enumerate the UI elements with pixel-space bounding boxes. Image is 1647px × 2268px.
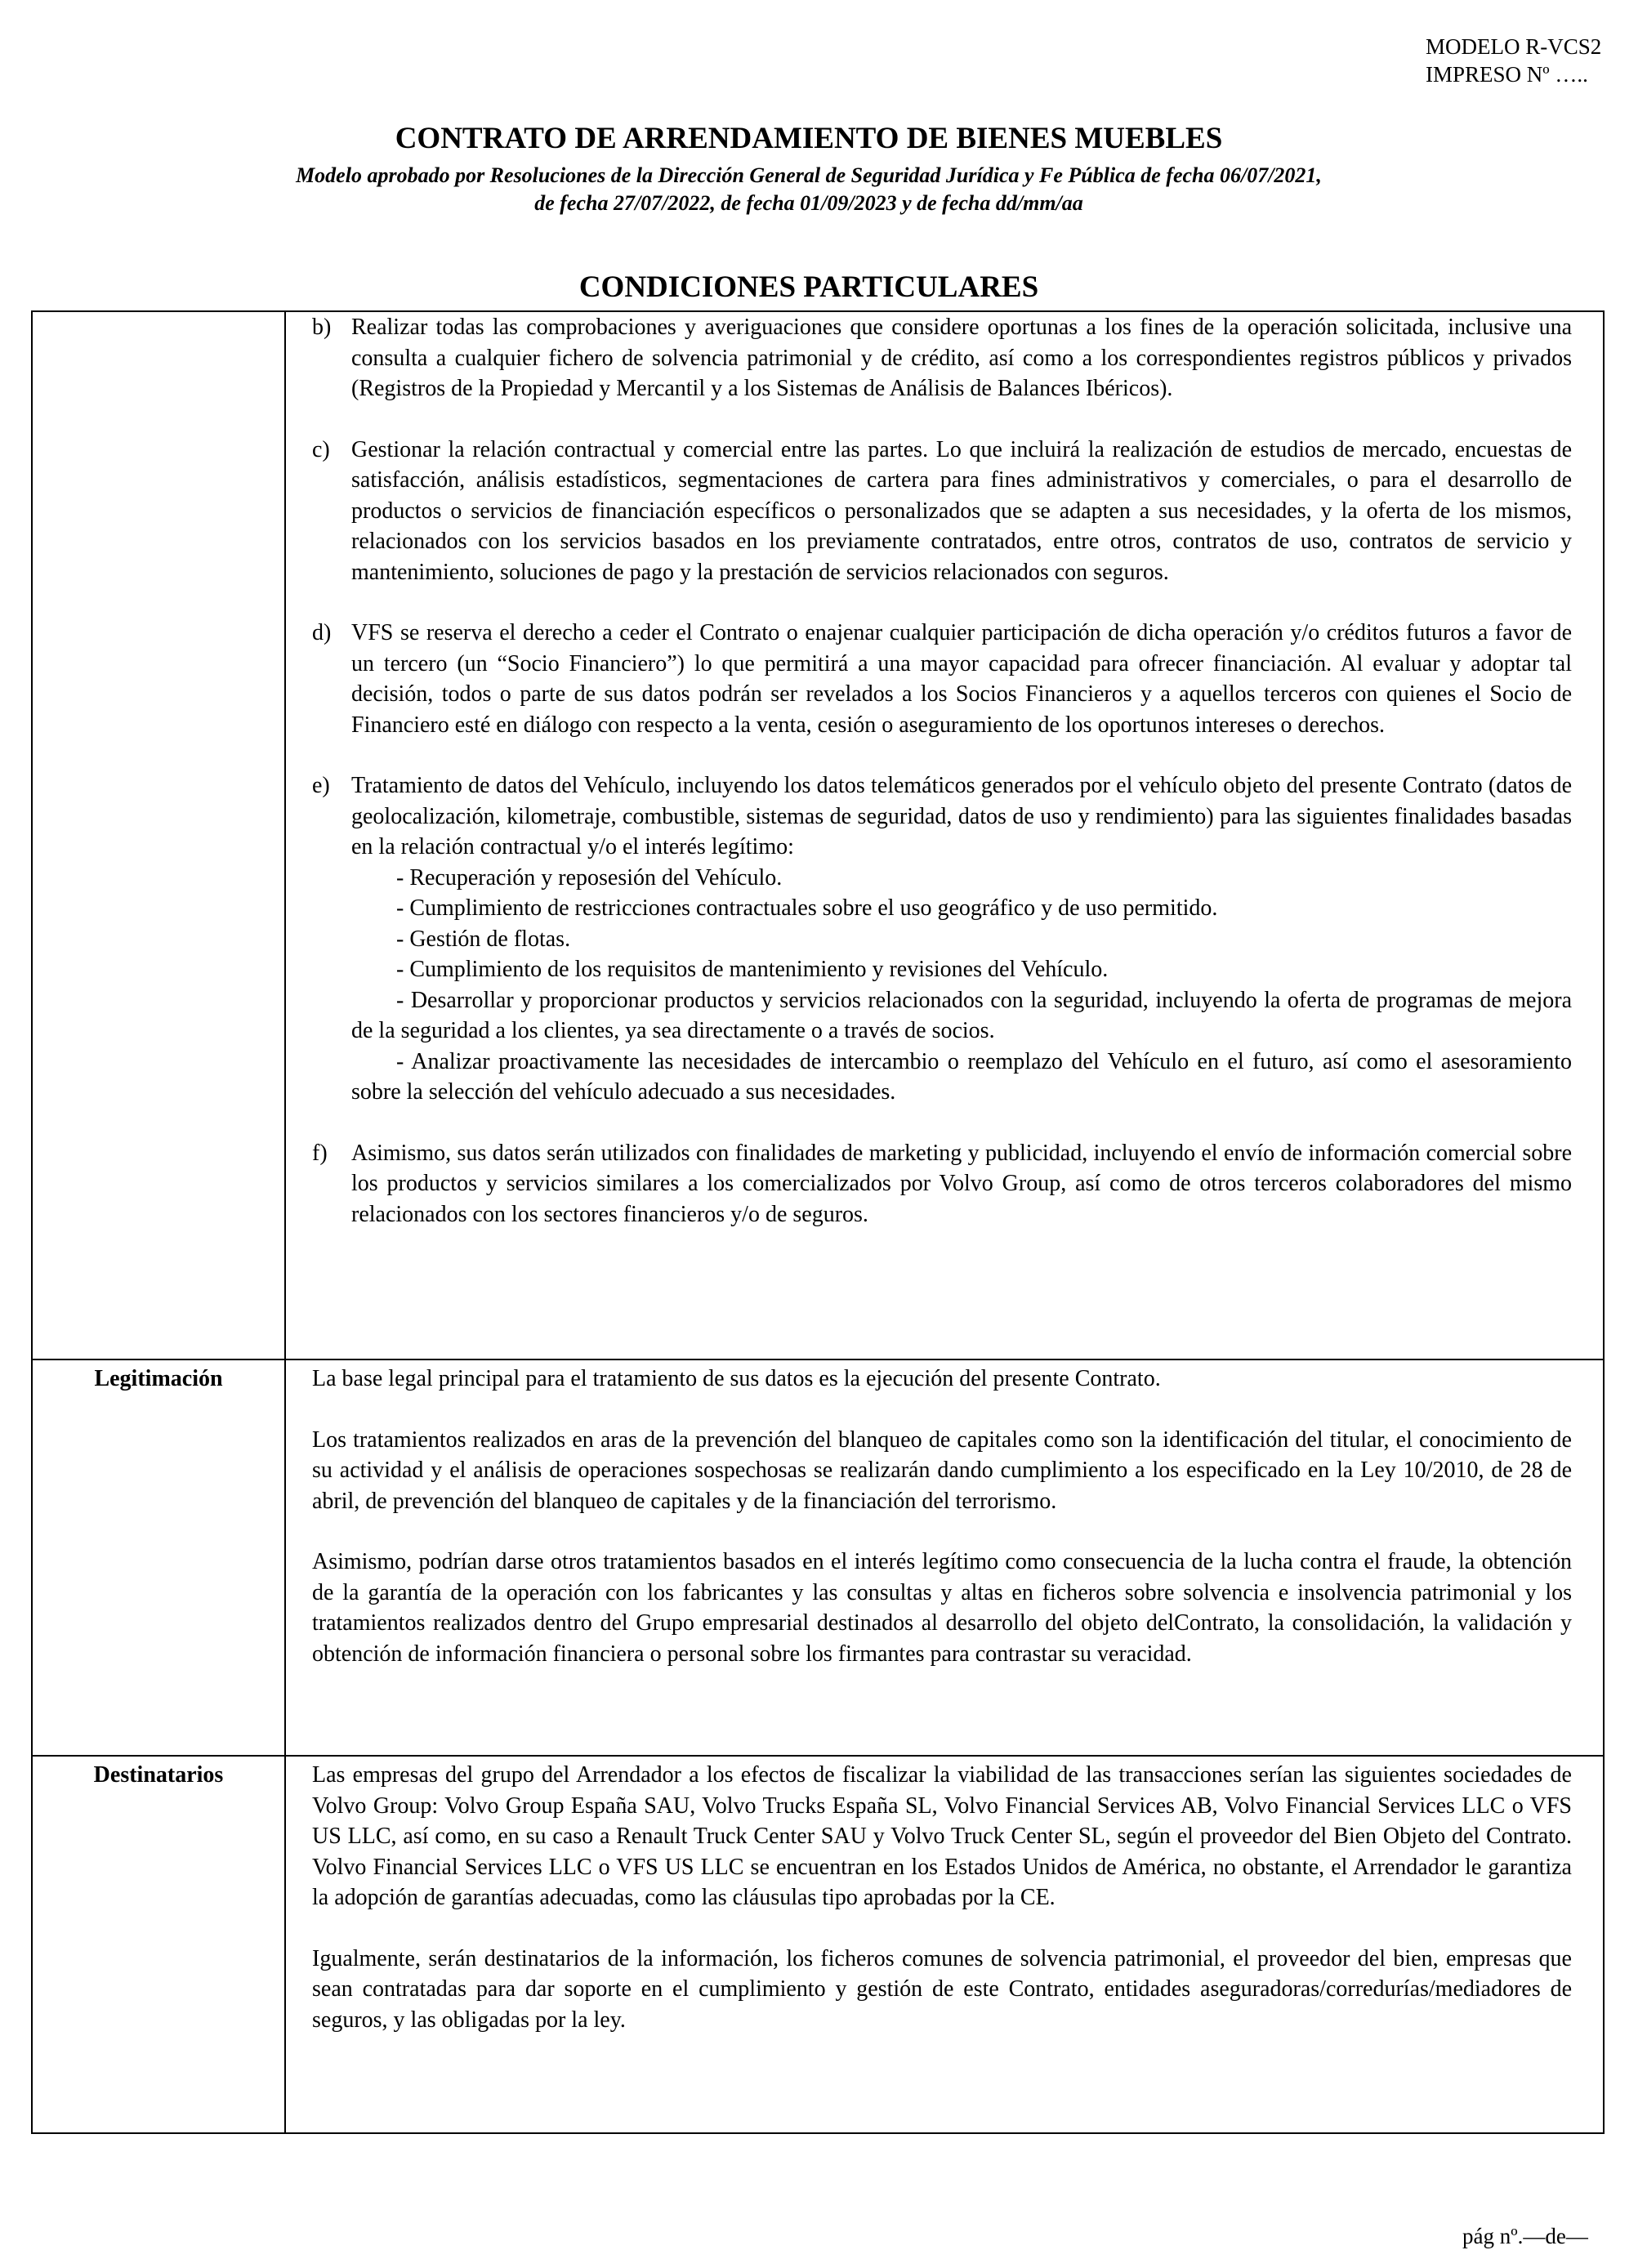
paragraph: Asimismo, podrían darse otros tratamientos basados en el interés legítimo como consecuencia de la lucha contra el fraude, la obtención de la garantía de la operación con los fabricantes y las consultas y altas en ficheros sobre solvencia e insolvencia patrimonial y los tratamientos realizados dentro del Grupo empresarial destinados al desarrollo del objeto delContrato, la consolidación, la validación y obtención de información financiera o personal sobre los firmantes para contrastar su veracidad. bbox=[312, 1549, 1572, 1667]
section-title: CONDICIONES PARTICULARES bbox=[578, 270, 1039, 304]
item-letter: b) bbox=[312, 315, 332, 340]
bullet-item: - Recuperación y reposesión del Vehículo. bbox=[396, 864, 783, 891]
row-content-finalidades bbox=[285, 311, 1604, 1359]
paragraph: Los tratamientos realizados en aras de la prevención del blanqueo de capitales como son la identificación del titular, el conocimiento de su actividad y el análisis de operaciones sospechosas se realizarán dando cumplimiento a los especificado en la Ley 10/2010, de 28 de abril, de prevención del blanqueo de capitales y de la financiación del terrorismo. bbox=[312, 1426, 1572, 1514]
list-item-e bbox=[312, 770, 1572, 1108]
bullet-list bbox=[351, 863, 1572, 1108]
item-text: Gestionar la relación contractual y comercial entre las partes. Lo que incluirá la realización de estudios de mercado, encuestas de satisfacción, análisis estadísticos, segmentaciones de cartera para fines administrativos y comerciales, o para el desarrollo de productos o servicios de financiación específicos o personalizados que se adapten a sus necesidades, y la oferta de los mismos, relacionados con los servicios basados en los previamente contratados, entre otros, contratos de uso, contratos de servicio y mantenimiento, soluciones de pago y la prestación de servicios relacionados con seguros. bbox=[351, 436, 1572, 585]
table-row-destinatarios bbox=[32, 1756, 1604, 2133]
row-content-destinatarios bbox=[285, 1756, 1604, 2133]
bullet-item: - Cumplimiento de los requisitos de mantenimiento y revisiones del Vehículo. bbox=[396, 957, 1109, 982]
subtitle-line-1: Modelo aprobado por Resoluciones de la Dirección General de Seguridad Jurídica y Fe Pública de fecha 06/07/2021, bbox=[296, 163, 1322, 187]
list-item-d bbox=[312, 618, 1572, 740]
item-text: Tratamiento de datos del Vehículo, incluyendo los datos telemáticos generados por el vehículo objeto del presente Contrato (datos de geolocalización, kilometraje, combustible, sistemas de seguridad, datos de uso y rendimiento) para las siguientes finalidades basadas en la relación contractual y/o el interés legítimo: bbox=[351, 773, 1572, 859]
table-row-legitimacion bbox=[32, 1359, 1604, 1756]
paragraph: Igualmente, serán destinatarios de la información, los ficheros comunes de solvencia patrimonial, el proveedor del bien, empresas que sean contratadas para dar soporte en el cumplimiento y gestión de este Contrato, entidades aseguradoras/corredurías/mediadores de seguros, y las obligadas por la ley. bbox=[312, 1945, 1572, 2033]
item-letter: e) bbox=[312, 773, 330, 798]
subtitle-line-2: de fecha 27/07/2022, de fecha 01/09/2023 y de fecha dd/mm/aa bbox=[534, 191, 1083, 215]
document-title: CONTRATO DE ARRENDAMIENTO DE BIENES MUEBLES bbox=[395, 122, 1223, 155]
paragraph: La base legal principal para el tratamiento de sus datos es la ejecución del presente Contrato. bbox=[312, 1366, 1161, 1391]
table-row-finalidades bbox=[32, 311, 1604, 1359]
page-number: pág nº.—de— bbox=[1462, 2224, 1588, 2248]
model-reference bbox=[1426, 33, 1601, 88]
list-item-f bbox=[312, 1138, 1572, 1230]
model-code: MODELO R-VCS2 bbox=[1426, 34, 1602, 59]
document-subtitle bbox=[0, 162, 1618, 217]
bullet-item: - Gestión de flotas. bbox=[396, 926, 571, 952]
item-letter: f) bbox=[312, 1140, 328, 1166]
paragraph: Las empresas del grupo del Arrendador a los efectos de fiscalizar la viabilidad de las transacciones serían las siguientes sociedades de Volvo Group: Volvo Group España SAU, Volvo Trucks España SL, Volvo Financial Services AB, Volvo Financial Services LLC o VFS US LLC, así como, en su caso a Renault Truck Center SAU y Volvo Truck Center SL, según el proveedor del Bien Objeto del Contrato. Volvo Financial Services LLC o VFS US LLC se encuentran en los Estados Unidos de América, no obstante, el Arrendador le garantiza la adopción de garantías adecuadas, como las cláusulas tipo aprobadas por la CE. bbox=[312, 1762, 1572, 1910]
bullet-item: - Cumplimiento de restricciones contractuales sobre el uso geográfico y de uso permitido. bbox=[396, 895, 1218, 921]
row-label-destinatarios: Destinatarios bbox=[32, 1756, 285, 2133]
row-label-empty bbox=[32, 311, 285, 1359]
item-text: Realizar todas las comprobaciones y averiguaciones que considere oportunas a los fines de la operación solicitada, inclusive una consulta a cualquier fichero de solvencia patrimonial y de crédito, así como a los correspondientes registros públicos y privados (Registros de la Propiedad y Mercantil y a los Sistemas de Análisis de Balances Ibéricos). bbox=[351, 315, 1572, 401]
list-item-b bbox=[312, 312, 1572, 404]
row-label-legitimacion: Legitimación bbox=[32, 1359, 285, 1756]
bullet-item: - Analizar proactivamente las necesidades de intercambio o reemplazo del Vehículo en el futuro, así como el asesoramiento sobre la selección del vehículo adecuado a sus necesidades. bbox=[351, 1048, 1572, 1105]
item-text: VFS se reserva el derecho a ceder el Contrato o enajenar cualquier participación de dicha operación y/o créditos futuros a favor de un tercero (un “Socio Financiero”) lo que permitirá a una mayor capacidad para ofrecer financiación. Al evaluar y adoptar tal decisión, todos o parte de sus datos podrán ser revelados a los Socios Financieros y a aquellos terceros con quienes el Socio de Financiero esté en diálogo con respecto a la venta, cesión o aseguramiento de los oportunos intereses o derechos. bbox=[351, 620, 1572, 738]
item-letter: d) bbox=[312, 620, 332, 645]
item-letter: c) bbox=[312, 436, 330, 462]
conditions-table bbox=[31, 310, 1605, 2134]
bullet-item: - Desarrollar y proporcionar productos y servicios relacionados con la seguridad, incluyendo la oferta de programas de mejora de la seguridad a los clientes, ya sea directamente o a través de socios. bbox=[351, 987, 1572, 1043]
print-number: IMPRESO Nº ….. bbox=[1426, 62, 1588, 87]
item-text: Asimismo, sus datos serán utilizados con finalidades de marketing y publicidad, incluyendo el envío de información comercial sobre los productos y servicios similares a los comercializados por Volvo Group, así como de otros terceros colaboradores del mismo relacionados con los sectores financieros y/o de seguros. bbox=[351, 1140, 1572, 1227]
list-item-c bbox=[312, 435, 1572, 588]
row-content-legitimacion bbox=[285, 1359, 1604, 1756]
